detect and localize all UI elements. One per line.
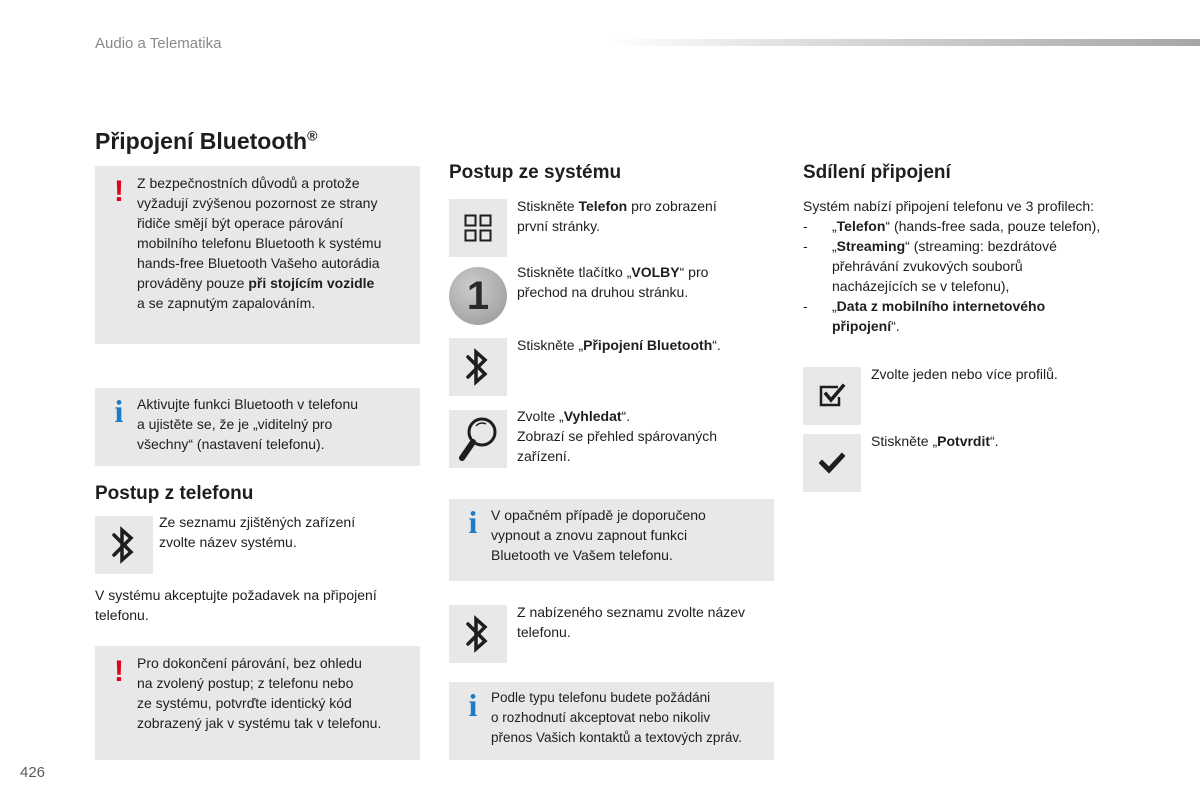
confirm-button[interactable] [803,434,861,492]
warning1-line: hands-free Bluetooth Vašeho autorádia [137,255,380,271]
search-button[interactable] [449,410,507,468]
confirm-text: Stiskněte „Potvrdit“. [871,433,999,449]
bluetooth-connection-button[interactable] [449,338,507,396]
warning-note-safety [95,166,420,344]
profile-item-telefon: - „Telefon“ (hands-free sada, pouze telefon), [803,218,1101,234]
telefon-button[interactable] [449,199,507,257]
bluetooth-icon [463,614,493,654]
warning1-line: prováděny pouze při stojícím vozidle [137,275,375,291]
system-step3-text: Stiskněte „Připojení Bluetooth“. [517,337,721,353]
bluetooth-icon [109,525,139,565]
search-icon [456,414,500,464]
grid-icon [464,214,492,242]
system-step1-text: Stiskněte Telefon pro zobrazení první stránky. [517,198,717,234]
accept-request-text: V systému akceptujte požadavek na připojení telefonu. [95,587,377,623]
section-heading-system: Postup ze systému [449,162,622,183]
profile-item-data: - „Data z mobilního internetového připojení“. [803,298,1046,334]
section-heading-sharing: Sdílení připojení [803,162,951,183]
profile-item-streaming: - „Streaming“ (streaming: bezdrátové přehrávání zvukových souborů nacházejících se v telefonu), [803,238,1057,294]
warning1-line: řidiče smějí být operace párování [137,215,344,231]
info-icon: i [114,393,124,429]
warning-icon: ! [114,655,124,688]
warning1-line: mobilního telefonu Bluetooth k systému [137,235,382,251]
info-note-activate-bluetooth [95,388,420,466]
info-note-restart-bluetooth: i V opačném případě je doporučeno vypnout a znovu zapnout funkci Bluetooth ve Vašem telefonu. [449,499,774,581]
select-profiles-text: Zvolte jeden nebo více profilů. [871,366,1058,382]
bluetooth-icon [463,347,493,387]
checkmark-icon [819,452,845,474]
profile-checkbox-button[interactable] [803,367,861,425]
warning1-line: vyžadují zvýšenou pozornost ze strany [137,195,378,211]
warning-icon: ! [114,175,124,208]
info1-line: a ujistěte se, že je „viditelný pro [137,416,333,432]
warning1-line: a se zapnutým zapalováním. [137,295,316,311]
checkbox-icon [818,383,846,409]
system-step2-text: Stiskněte tlačítko „VOLBY“ pro přechod na druhou stránku. [517,264,709,300]
bluetooth-phone-select-button[interactable] [449,605,507,663]
step-number-badge: 1 [449,267,507,325]
info-icon: i [468,504,478,540]
header-title: Audio a Telematika [95,35,222,52]
page-number: 426 [20,764,46,781]
registered-mark: ® [307,127,318,144]
page-title-text: Připojení Bluetooth [95,128,308,154]
page-title [95,126,317,156]
info-note-contacts-transfer: i Podle typu telefonu budete požádáni o rozhodnutí akceptovat nebo nikoliv přenos Vašich kontaktů a textových zpráv. [449,682,774,760]
system-step5-text: Z nabízeného seznamu zvolte název telefonu. [517,604,746,640]
profiles-intro: Systém nabízí připojení telefonu ve 3 profilech: [803,198,1095,214]
bluetooth-button[interactable] [95,516,153,574]
phone-step-text: Ze seznamu zjištěných zařízení zvolte název systému. [159,514,356,550]
system-step4-text: Zvolte „Vyhledat“. Zobrazí se přehled spárovaných zařízení. [517,408,717,464]
info1-line: Aktivujte funkci Bluetooth v telefonu [137,396,359,412]
info-icon: i [468,687,478,723]
info1-line: všechny“ (nastavení telefonu). [137,436,325,452]
warning1-line: Z bezpečnostních důvodů a protože [137,175,360,191]
warning-note-pairing-code: ! Pro dokončení párování, bez ohledu na zvolený postup; z telefonu nebo ze systému, potvrďte identický kód zobrazený jak v systému tak v telefonu. [95,646,420,760]
header-bar [606,39,1200,46]
section-heading-phone: Postup z telefonu [95,483,254,504]
